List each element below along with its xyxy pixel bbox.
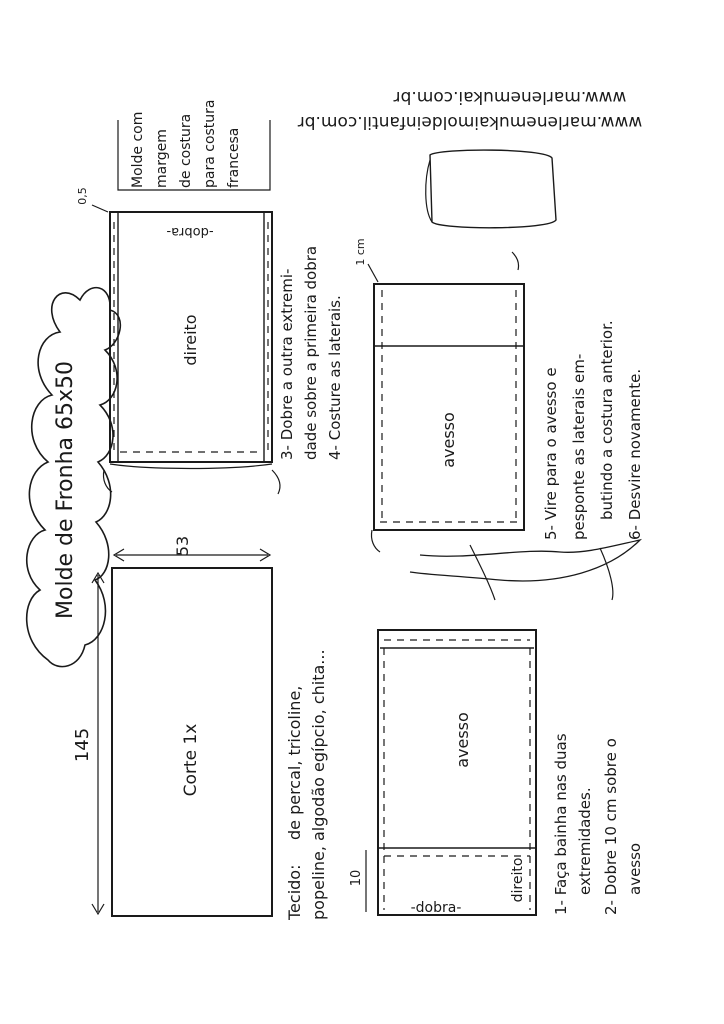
instruction-1a: 1- Faça bainha nas duas [552, 733, 570, 915]
step-turn-diagram [354, 238, 524, 552]
instruction-4: 4- Costure as laterais. [326, 295, 344, 460]
step-fold-body-label: avesso [453, 712, 472, 768]
step-fold-diagram [349, 630, 536, 916]
step-fold-side-label: direito [510, 857, 526, 903]
step-fold-fold-label: -dobra- [410, 900, 462, 916]
instruction-1b: extremidades. [576, 787, 594, 895]
fabric-note [285, 649, 328, 921]
step-fold-measure: 10 [349, 869, 364, 887]
note-line-1: Molde com [130, 111, 146, 188]
title: Molde de Fronha 65x50 [53, 361, 78, 619]
cut-piece-label: Corte 1x [181, 723, 201, 797]
fabric-label: Tecido: [285, 864, 304, 920]
website-1: www.marlenemukai.com.br [393, 87, 627, 107]
step-turn-measure: 1 cm [354, 238, 367, 266]
step-sides-diagram [76, 187, 280, 494]
fabric-line-2: popeline, algodão egípcio, chita... [309, 649, 328, 920]
note-line-5: francesa [226, 127, 242, 188]
instruction-2b: avesso [626, 842, 644, 895]
note-line-4: para costura [202, 99, 218, 188]
websites [298, 87, 643, 132]
instruction-5c: butindo a costura anterior. [598, 320, 616, 520]
instruction-5b: pesponte as laterais em- [570, 353, 588, 540]
step-sides-fold-label: -dobra- [166, 224, 214, 239]
website-2: www.marlenemukaimoldeinfantil.com.br [297, 112, 643, 132]
instruction-3a: 3- Dobre a outra extremi- [278, 268, 296, 460]
step-sides-instructions [278, 246, 344, 460]
cut-piece-length: 145 [72, 727, 93, 763]
instruction-5a: 5- Vire para o avesso e [542, 367, 560, 540]
note-line-2: margem [154, 129, 170, 188]
step-turn-instructions [542, 320, 644, 540]
step-fold-instructions [552, 733, 644, 915]
signature [410, 540, 640, 600]
title-cloud [27, 288, 121, 667]
step-sides-measure: 0,5 [76, 187, 89, 205]
pillow-sketch [426, 150, 556, 228]
step-turn-body-label: avesso [439, 412, 458, 468]
instruction-6: 6- Desvire novamente. [626, 368, 644, 540]
instruction-2a: 2- Dobre 10 cm sobre o [602, 738, 620, 915]
note-line-3: de costura [178, 113, 194, 188]
cut-piece-width: 53 [173, 535, 192, 557]
fabric-line-1: de percal, tricoline, [285, 685, 304, 840]
instruction-3b: dade sobre a primeira dobra [302, 245, 320, 460]
step-sides-body-label: direito [181, 314, 200, 366]
seam-allowance-note [118, 99, 270, 190]
